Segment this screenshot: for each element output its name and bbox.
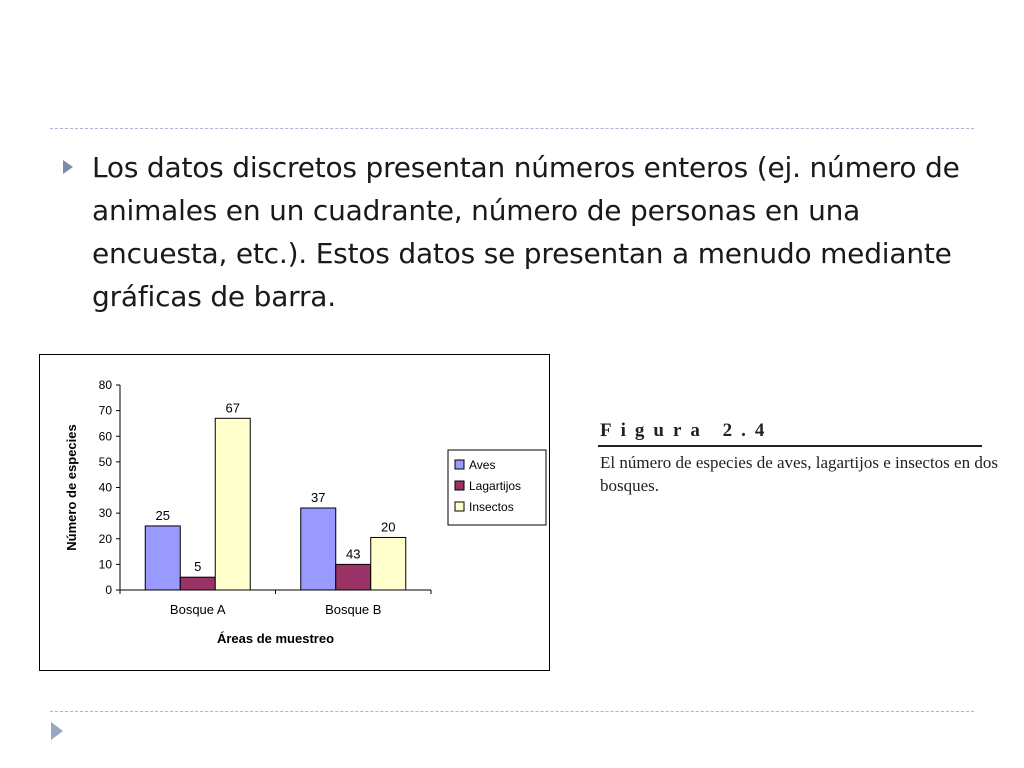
data-label: 5	[194, 559, 202, 575]
y-tick-label: 10	[98, 557, 112, 572]
legend-label-insectos: Insectos	[469, 500, 514, 514]
x-tick-label: Bosque A	[169, 602, 226, 617]
bullet-text: Los datos discretos presentan números enteros (ej. número de animales en un cuadrante, número de personas en una encuesta, etc.). Estos datos se presentan a menudo mediante gráficas de barra.	[92, 151, 960, 313]
y-tick-label: 30	[98, 506, 112, 521]
x-tick-label: Bosque B	[325, 602, 382, 617]
y-tick-label: 0	[105, 583, 112, 597]
data-label: 37	[311, 490, 326, 505]
legend-label-aves: Aves	[469, 458, 496, 472]
legend-swatch-lagartijos	[455, 481, 464, 490]
figure-title: Figura 2.4	[600, 420, 774, 441]
y-tick-label: 40	[98, 480, 112, 495]
bar-lagartijos	[180, 577, 215, 590]
bar-insectos	[371, 537, 406, 590]
data-label: 43	[346, 546, 361, 562]
y-tick-label: 50	[98, 454, 112, 469]
legend-swatch-aves	[455, 460, 464, 469]
y-tick-label: 20	[98, 531, 112, 546]
figure-title-rule	[598, 445, 982, 447]
top-divider	[50, 128, 974, 129]
y-axis-title: Número de especies	[64, 424, 79, 551]
bar-insectos	[215, 418, 250, 590]
data-label: 20	[381, 519, 396, 535]
bar-chart	[40, 355, 549, 670]
bar-aves	[301, 508, 336, 590]
legend-label-lagartijos: Lagartijos	[469, 479, 522, 493]
bar-aves	[145, 526, 180, 590]
footer-arrow-icon	[50, 721, 64, 741]
y-tick-label: 60	[98, 429, 112, 444]
figure-caption: El número de especies de aves, lagartijos e insectos en dos bosques.	[600, 453, 998, 495]
data-label: 25	[155, 507, 170, 523]
bullet-arrow-icon	[62, 159, 74, 175]
chart-frame	[39, 354, 550, 671]
bar-lagartijos	[336, 564, 371, 590]
y-tick-label: 80	[98, 378, 112, 392]
x-axis-title: Áreas de muestreo	[216, 631, 335, 646]
y-tick-label: 70	[98, 403, 112, 418]
legend-swatch-insectos	[455, 502, 464, 511]
data-label: 67	[225, 400, 240, 416]
bottom-divider	[50, 711, 974, 712]
